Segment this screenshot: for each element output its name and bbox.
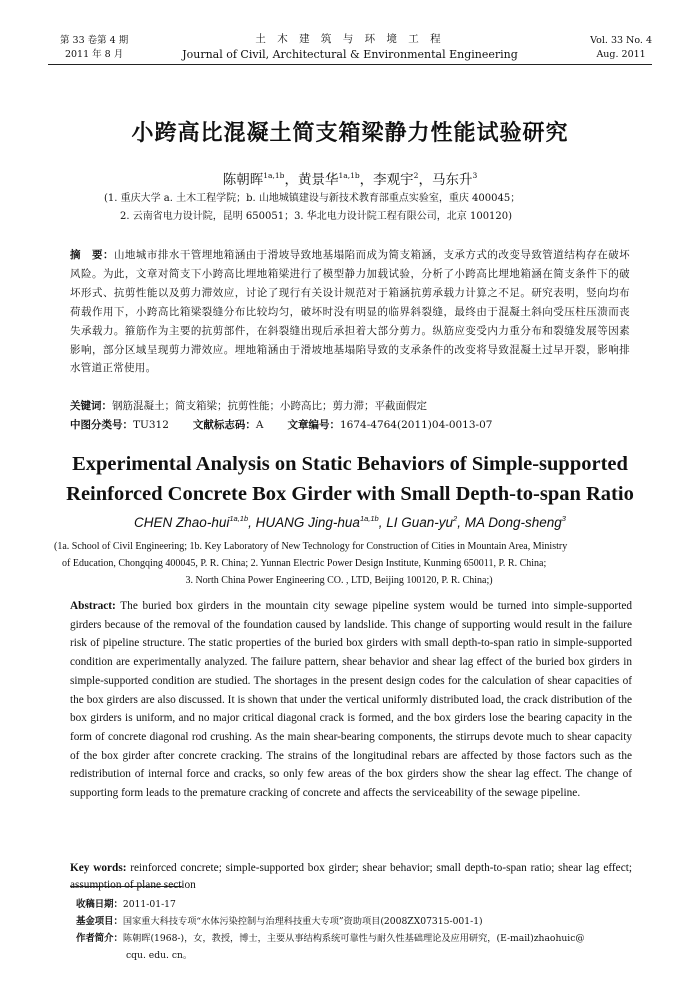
- clc-value: TU312: [133, 419, 169, 431]
- title-cn: 小跨高比混凝土简支箱梁静力性能试验研究: [131, 121, 569, 146]
- header-date-en: Aug. 2011: [596, 49, 646, 60]
- author-separator: ，: [284, 172, 298, 188]
- abstract-cn-label: 摘 要：: [70, 249, 114, 261]
- author-bio-label: 作者简介：: [76, 933, 123, 944]
- doc-code-value: A: [255, 419, 264, 431]
- author-separator: ,: [457, 515, 465, 530]
- running-header: [48, 28, 652, 66]
- abstract-en-label: Abstract:: [70, 600, 116, 612]
- keywords-en-label: Key words:: [70, 862, 127, 874]
- header-journal-cn: 土 木 建 筑 与 环 境 工 程: [255, 33, 445, 45]
- received-date: [76, 896, 644, 913]
- author-separator: ，: [359, 172, 374, 188]
- author-en-sup: 1a,1b: [359, 514, 379, 523]
- authors-cn: [0, 168, 700, 188]
- affiliation-en-line: 3. North China Power Engineering CO. , LTD, Beijing 100120, P. R. China;): [185, 575, 493, 586]
- clc-label: 中图分类号：: [70, 419, 133, 431]
- author-cn: 李观宇: [373, 172, 414, 188]
- keywords-en-text: reinforced concrete; simple-supported box girder; shear behavior; small depth-to-span ratio; shear lag effect; assumption of plane section: [70, 862, 632, 891]
- author-cn-sup: 2: [413, 171, 419, 180]
- author-cn: 黄景华: [297, 172, 339, 188]
- abstract-cn: [70, 246, 630, 378]
- author-en: MA Dong-sheng: [464, 515, 562, 530]
- fund-label: 基金项目：: [76, 916, 123, 927]
- author-en-sup: 1a,1b: [229, 514, 249, 523]
- header-volume-cn: 第 33 卷第 4 期: [60, 35, 129, 46]
- affiliations-en: [54, 538, 660, 589]
- footnotes: [76, 896, 644, 964]
- author-en: CHEN Zhao-hui: [134, 515, 230, 530]
- footnote-rule: [70, 886, 182, 887]
- author-bio-continued: cqu. edu. cn。: [126, 950, 193, 961]
- authors-en: [0, 514, 700, 530]
- article-number-value: 1674-4764(2011)04-0013-07: [340, 419, 493, 431]
- header-date-cn: 2011 年 8 月: [64, 49, 124, 60]
- doc-code-label: 文献标志码：: [192, 419, 256, 431]
- abstract-en: [70, 597, 632, 803]
- author-cn: 陈朝晖: [222, 172, 264, 188]
- author-cn: 马东升: [431, 172, 473, 188]
- article-number-label: 文章编号：: [287, 419, 340, 431]
- author-cn-sup: 1a,1b: [338, 171, 360, 180]
- author-separator: ，: [418, 172, 432, 188]
- keywords-cn-label: 关键词：: [70, 400, 112, 412]
- affiliation-cn-line: 2. 云南省电力设计院，昆明 650051；3. 华北电力设计院工程有限公司，北京 100120): [120, 211, 513, 222]
- author-en: HUANG Jing-hua: [255, 515, 360, 530]
- received-value: 2011-01-17: [122, 899, 176, 910]
- title-en: Experimental Analysis on Static Behaviors of Simple-supported Reinforced Concrete Box Girder with Small Depth-to-span Ratio: [66, 453, 634, 505]
- keywords-en: [70, 860, 632, 894]
- header-volume-en: Vol. 33 No. 4: [590, 35, 652, 46]
- author-bio-value: 陈朝晖(1968-)，女，教授，博士，主要从事结构系统可靠性与耐久性基础理论及应用研究，(E-mail)zhaohuic@: [122, 933, 585, 944]
- author-en-sup: 2: [453, 514, 458, 523]
- classification-cn: [70, 417, 492, 432]
- received-label: 收稿日期：: [76, 899, 123, 910]
- abstract-cn-text: 山地城市排水干管埋地箱涵由于滑坡导致地基塌陷而成为简支箱涵，支承方式的改变导致管道结构存在破坏风险。为此，文章对简支下小跨高比埋地箱梁进行了模型静力加载试验，分析了小跨高比埋地箱涵在简支条件下的破坏形式、抗剪性能以及剪力滞效应，讨论了现行有关设计规范对于箱涵抗剪承载力计算之不足。研究表明，竖向均布荷载作用下，小跨高比箱梁裂缝分布比较均匀，破坏时没有明显的临界斜裂缝，最终由于混凝土斜向受压柱压溃而丧失承载力。箍筋作为主要的抗剪部件，在斜裂缝出现后承担着大部分剪力。纵筋应变受内力重分布和裂缝发展等因素影响，部分区域呈现剪力滞效应。埋地箱涵由于滑坡地基塌陷导致的支承条件的改变将导致混凝土过早开裂，影响排水管道正常使用。: [70, 249, 630, 375]
- header-issue-en: [590, 34, 652, 62]
- author-en: LI Guan-yu: [386, 515, 454, 530]
- fund-project: [76, 913, 644, 930]
- author-en-sup: 3: [561, 514, 566, 523]
- author-bio: [76, 930, 644, 947]
- author-cn-sup: 3: [472, 171, 478, 180]
- affiliations-cn: [104, 190, 640, 226]
- author-separator: ,: [248, 515, 256, 530]
- affiliation-en-line: of Education, Chongqing 400045, P. R. China; 2. Yunnan Electric Power Design Institute, Kunming 650011, P. R. China;: [62, 558, 547, 569]
- keywords-cn: [70, 398, 640, 413]
- affiliation-en-line: (1a. School of Civil Engineering; 1b. Key Laboratory of New Technology for Construction of Cities in Mountain Area, Ministry: [54, 541, 568, 552]
- author-cn-sup: 1a,1b: [263, 171, 285, 180]
- fund-value: 国家重大科技专项“水体污染控制与治理科技重大专项”资助项目(2008ZX07315-001-1): [122, 916, 483, 927]
- author-separator: ,: [378, 515, 387, 530]
- affiliation-cn-line: (1. 重庆大学 a. 土木工程学院；b. 山地城镇建设与新技术教育部重点实验室，重庆 400045；: [104, 193, 521, 204]
- header-journal: [48, 32, 652, 62]
- header-journal-en: Journal of Civil, Architectural & Environmental Engineering: [182, 48, 518, 61]
- header-rule: [48, 64, 652, 65]
- keywords-cn-text: 钢筋混凝土；简支箱梁；抗剪性能；小跨高比；剪力滞；平截面假定: [112, 400, 427, 412]
- abstract-en-text: The buried box girders in the mountain city sewage pipeline system would be turned into simple-supported girders because of the removal of the foundation caused by landslide. This change of supporting would result in the failure risk of pipeline structure. The static properties of the buried box girders with small depth-to-span ratio in simple-supported condition are experimentally analyzed. The failure pattern, shear behavior and shear lag effect of the buried box girders in simple-supported condition are studied. The shortages in the present design codes for the calculation of shear capacities of the box girders are also discussed. It is shown that under the vertical uniformly distributed load, the crack distribution of the box girders is uniform, and no major critical diagonal crack is formed, and the box girders lose the bearing capacity in the form of concrete diagonal rod crushing. As the main shear-bearing components, the stirrups devote much to shear capacity of the box girder after concrete cracking. The strains of the longitudinal rebars are affected by those factors such as the redistribution of internal force and cracks, so only few areas of the box girders show the shear lag effect. The change of supporting form leads to the premature cracking of concrete and affects the serviceability of the sewage pipeline.: [70, 600, 632, 800]
